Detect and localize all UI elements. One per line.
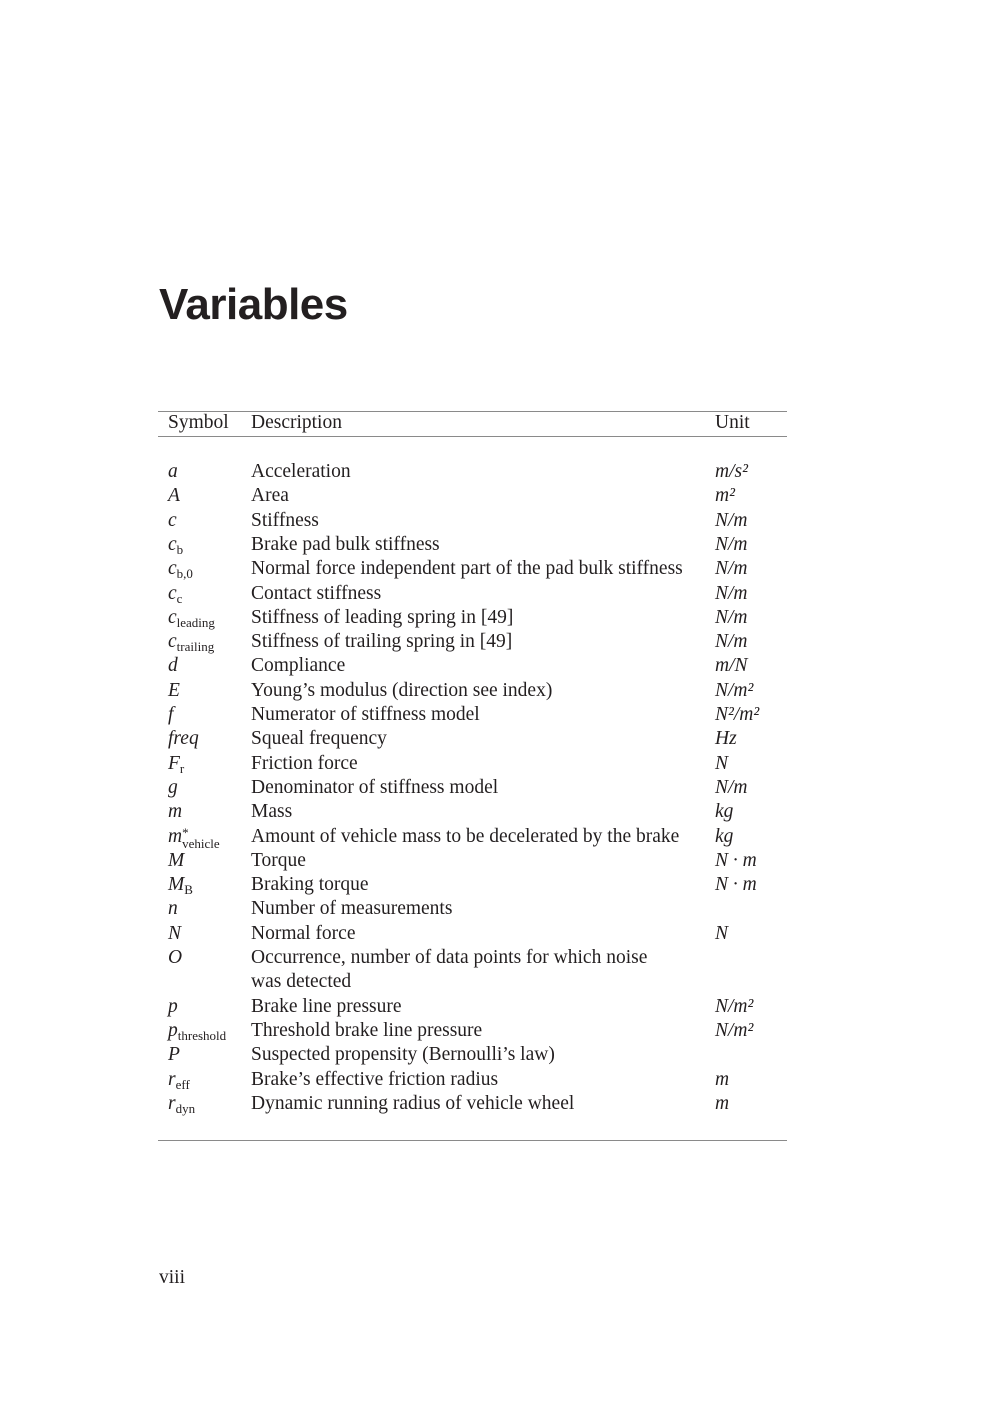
- description-cell: [251, 995, 402, 1019]
- symbol-base: O: [168, 947, 183, 968]
- unit-cell: N: [715, 752, 729, 774]
- description-text: Brake line pressure: [251, 995, 402, 1017]
- symbol-base: g: [168, 776, 178, 798]
- table-row: [0, 995, 1000, 1019]
- table-row: [0, 946, 1000, 992]
- description-cell: [251, 1019, 482, 1043]
- table-row: [0, 679, 1000, 703]
- symbol-subscript: r: [179, 760, 185, 776]
- description-text: Threshold brake line pressure: [251, 1019, 483, 1041]
- description-cell: [251, 606, 513, 630]
- symbol-base: P: [168, 1044, 180, 1066]
- table-header-rule: [158, 436, 787, 437]
- description-cell: [251, 922, 356, 946]
- description-cell: [251, 630, 512, 654]
- description-text: Stiffness of trailing spring in [49]: [251, 631, 513, 653]
- unit-cell: N/m: [715, 606, 748, 628]
- symbol-cell: [168, 1043, 180, 1067]
- unit-cell: N: [715, 922, 729, 944]
- description-cell: [251, 1043, 555, 1067]
- symbol-cell: [168, 606, 215, 630]
- description-text: Brake pad bulk stiffness: [251, 533, 440, 555]
- unit-cell: N/m²: [715, 679, 754, 701]
- description-cell: [251, 800, 292, 824]
- description-text: Normal force independent part of the pad bulk stiffness: [251, 558, 683, 580]
- description-text: Suspected propensity (Bernoulli’s law): [251, 1044, 555, 1066]
- symbol-base: m: [168, 825, 183, 847]
- description-text: Amount of vehicle mass to be decelerated by the brake: [251, 825, 680, 847]
- description-text: Friction force: [251, 752, 358, 774]
- page-number: viii: [159, 1267, 186, 1288]
- description-cell: [251, 727, 387, 751]
- table-row: [0, 825, 1000, 849]
- table-bottom-rule: [158, 1140, 787, 1141]
- description-cell: [251, 849, 306, 873]
- description-cell: [251, 582, 381, 606]
- symbol-cell: [168, 533, 183, 557]
- description-cell: [251, 679, 552, 703]
- symbol-cell: [168, 679, 180, 703]
- unit-cell: N/m²: [715, 1019, 754, 1041]
- table-row: [0, 752, 1000, 776]
- symbol-cell: [168, 630, 214, 654]
- symbol-subscript: b: [176, 541, 184, 557]
- symbol-cell: [168, 922, 181, 946]
- table-row: [0, 630, 1000, 654]
- symbol-base: m: [168, 801, 183, 823]
- symbol-cell: [168, 1092, 195, 1116]
- description-text: Acceleration: [251, 461, 351, 482]
- description-text: Braking torque: [251, 874, 369, 896]
- symbol-cell: [168, 752, 184, 776]
- unit-cell: N/m: [715, 631, 748, 653]
- symbol-base: M: [168, 874, 185, 896]
- unit-cell: N/m: [715, 558, 748, 580]
- symbol-cell: [168, 557, 193, 581]
- table-row: [0, 1068, 1000, 1092]
- symbol-cell: [168, 946, 182, 970]
- description-text: Area: [251, 485, 289, 507]
- table-row: [0, 1019, 1000, 1043]
- symbol-base: N: [168, 922, 182, 944]
- symbol-subscript: b,0: [176, 566, 193, 582]
- symbol-subscript: eff: [175, 1076, 190, 1092]
- description-text: Denominator of stiffness model: [251, 776, 499, 798]
- table-row: [0, 897, 1000, 921]
- symbol-base: n: [168, 898, 178, 920]
- description-text: Occurrence, number of data points for which noise: [251, 947, 648, 968]
- symbol-cell: [168, 995, 178, 1019]
- description-cell: [251, 533, 440, 557]
- unit-cell: m²: [715, 485, 735, 507]
- symbol-base: A: [168, 485, 180, 507]
- description-cell: [251, 484, 289, 508]
- symbol-cell: [168, 849, 184, 873]
- column-header-description: Description: [251, 412, 342, 433]
- description-cell: [251, 776, 498, 800]
- symbol-subscript: threshold: [177, 1027, 227, 1043]
- symbol-base: d: [168, 655, 178, 677]
- symbol-subscript: c: [176, 590, 183, 606]
- description-cell: [251, 946, 647, 994]
- symbol-cell: [168, 1068, 190, 1092]
- symbol-cell: [168, 873, 193, 897]
- table-row: [0, 873, 1000, 897]
- symbol-cell: [168, 509, 177, 533]
- symbol-cell: [168, 1019, 226, 1043]
- description-text: Squeal frequency: [251, 728, 387, 750]
- description-text: Mass: [251, 801, 293, 823]
- page-title: Variables: [159, 280, 348, 329]
- symbol-base: p: [168, 995, 178, 1017]
- description-cell: [251, 1068, 498, 1092]
- unit-cell: kg: [715, 825, 734, 847]
- symbol-cell: [168, 897, 178, 921]
- table-row: [0, 509, 1000, 533]
- table-row: [0, 727, 1000, 751]
- column-header-unit: Unit: [715, 412, 750, 433]
- unit-cell: N/m: [715, 776, 748, 798]
- table-row: [0, 582, 1000, 606]
- symbol-subscript: leading: [176, 614, 215, 630]
- description-cell: [251, 557, 683, 581]
- description-cell: [251, 897, 452, 921]
- description-text: Compliance: [251, 655, 346, 677]
- symbol-subscript: dyn: [175, 1100, 196, 1116]
- symbol-base: c: [168, 509, 177, 531]
- symbol-base: c: [168, 631, 177, 653]
- symbol-base: c: [168, 606, 177, 628]
- description-cell: [251, 873, 369, 897]
- unit-cell: N · m: [715, 849, 757, 871]
- table-row: [0, 533, 1000, 557]
- unit-cell: Hz: [715, 728, 737, 750]
- table-row: [0, 703, 1000, 727]
- symbol-base: c: [168, 533, 177, 555]
- unit-cell: m: [715, 1092, 730, 1114]
- symbol-base: a: [168, 461, 178, 482]
- description-cell: [251, 509, 319, 533]
- symbol-base: freq: [168, 728, 199, 750]
- description-cell: [251, 703, 480, 727]
- symbol-base: p: [168, 1019, 178, 1041]
- unit-cell: m/N: [715, 655, 748, 677]
- description-text: Contact stiffness: [251, 582, 382, 604]
- description-text: Young’s modulus (direction see index): [251, 679, 553, 701]
- symbol-base: F: [168, 752, 180, 774]
- unit-cell: N/m: [715, 582, 748, 604]
- description-text: Torque: [251, 849, 306, 871]
- symbol-base: c: [168, 582, 177, 604]
- symbol-subscript: B: [184, 882, 193, 898]
- column-header-symbol: Symbol: [168, 412, 229, 433]
- symbol-base: f: [168, 704, 174, 725]
- description-cell: [251, 1092, 574, 1116]
- description-text: Normal force: [251, 922, 356, 944]
- description-text: Numerator of stiffness model: [251, 704, 480, 725]
- table-row: [0, 922, 1000, 946]
- table-row: [0, 606, 1000, 630]
- symbol-superscript: *: [182, 824, 189, 840]
- symbol-base: r: [168, 1092, 176, 1114]
- symbol-cell: [168, 484, 180, 508]
- table-row: [0, 1043, 1000, 1067]
- description-text-continued: was detected: [251, 971, 352, 992]
- symbol-cell: [168, 703, 173, 727]
- description-text: Stiffness: [251, 509, 319, 531]
- symbol-cell: [168, 776, 178, 800]
- description-text: Brake’s effective friction radius: [251, 1068, 499, 1090]
- table-row: [0, 1092, 1000, 1116]
- unit-cell: N/m²: [715, 995, 754, 1017]
- unit-cell: N²/m²: [715, 704, 760, 725]
- symbol-base: M: [168, 849, 185, 871]
- symbol-subscript: vehicle: [182, 835, 220, 851]
- table-row: [0, 557, 1000, 581]
- unit-cell: m: [715, 1068, 730, 1090]
- symbol-cell: [168, 582, 182, 606]
- description-cell: [251, 460, 351, 484]
- unit-cell: kg: [715, 801, 734, 823]
- description-cell: [251, 654, 345, 678]
- unit-cell: N/m: [715, 509, 748, 531]
- symbol-cell: [168, 654, 178, 678]
- table-row: [0, 654, 1000, 678]
- description-text: Dynamic running radius of vehicle wheel: [251, 1092, 575, 1114]
- description-cell: [251, 825, 679, 849]
- table-row: [0, 460, 1000, 484]
- unit-cell: m/s²: [715, 461, 748, 482]
- symbol-base: E: [168, 679, 180, 701]
- table-row: [0, 800, 1000, 824]
- description-cell: [251, 752, 358, 776]
- symbol-base: c: [168, 558, 177, 580]
- symbol-cell: [168, 727, 199, 751]
- unit-cell: N · m: [715, 874, 757, 896]
- description-text: Stiffness of leading spring in [49]: [251, 606, 514, 628]
- description-text: Number of measurements: [251, 898, 453, 920]
- symbol-base: r: [168, 1068, 176, 1090]
- symbol-cell: [168, 460, 178, 484]
- unit-cell: N/m: [715, 533, 748, 555]
- table-row: [0, 849, 1000, 873]
- symbol-cell: [168, 825, 242, 849]
- symbol-subscript: trailing: [176, 639, 215, 655]
- table-row: [0, 484, 1000, 508]
- symbol-cell: [168, 800, 182, 824]
- table-row: [0, 776, 1000, 800]
